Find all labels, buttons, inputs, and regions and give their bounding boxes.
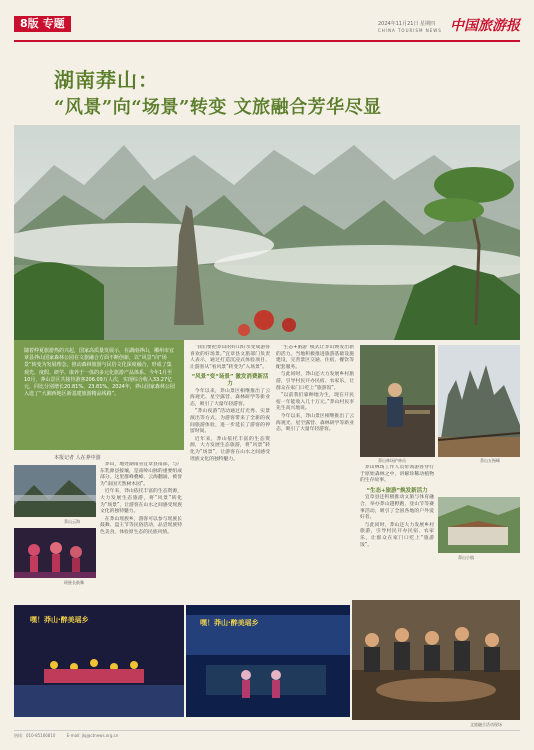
photo-long-drum-dance [14, 528, 96, 578]
photo-sea-of-clouds [14, 465, 96, 517]
stage-banner-1: 嘿！莽山·醉美瑶乡 [30, 616, 89, 624]
subheading: “生态+旅游”焕发新活力 [366, 487, 428, 494]
caption-mangshan-town: 莽山小镇 [458, 555, 474, 560]
article-column-3 [276, 345, 354, 600]
caption-cultural-event: 文旅融合活动现场 [470, 722, 502, 727]
hero-mountain-photo [14, 125, 520, 340]
paragraph: 近年来，莽山依托丰富的生态资源，大力发展生态旅游，将“风景”转化为“场景”，让游客在山水之间感受瑶族文化的独特魅力。 [100, 489, 182, 515]
photo-forest-ranger [360, 345, 435, 457]
section-label: 专题 [42, 17, 65, 30]
intro-summary-box: 随着仲夏旅游热的兴起，国家高质量发展示，在湖南莽山，郴州市宜章县莽山国家森林公园在文旅融合方面不断创新，以“风景”向“场景”转变为发展理念，推动森林旅游与民俗文化深度融合，形成了集观光、度假、研学、康养于一体的多元化旅游产品体系。今年1月至10月，莽山景区共接待游客206.09万人次，实现综合收入33.27亿元，同比分别增长20.81%、23.81%。2024年，莽山国家森林公园入选了“大湘西地区新基建旅游精品线路”。 [14, 340, 184, 450]
paragraph: “以前我们靠种地为生，现在开民宿一年能收入几十万元。”莽山村民李先生高兴地说。 [276, 393, 354, 412]
paragraph: 莽山，地处湖南省宜章县南部，与广东乳源县接壤，是南岭山脉的重要组成部分。这里群峰叠嶂、云海翻涌，被誉为“南国天然树木园”。 [100, 462, 182, 487]
article-column-4 [360, 465, 434, 570]
paragraph: 今年以来，莽山景区相继推出了云海观光、星空露营、森林研学等新业态，吸引了大量年轻游客。 [190, 388, 270, 407]
date-english: CHINA TOURISM NEWS [378, 28, 442, 33]
paragraph: 与此同时，莽山还大力发展乡村旅游，引导村民开办民宿、农家乐，让群众在家门口吃上“旅游饭”。 [276, 372, 354, 391]
paragraph: 宜章县还积极推动文旅与体育融合，举办莽山越野跑、登山节等赛事活动，吸引了全国各地的户外爱好者。 [360, 495, 434, 521]
header-rule [14, 40, 520, 42]
byline: 本报记者 人在莽中游 [54, 455, 101, 461]
paragraph: 与此同时，莽山还大力发展乡村旅游，引导村民开办民宿、农家乐，让群众在家门口吃上“旅游饭”。 [360, 522, 434, 548]
caption-long-drum-dance: 瑶族长鼓舞 [64, 580, 84, 585]
article-column-2 [190, 345, 270, 600]
paragraph: 在莽山瑶族乡，游客可以参与瑶族长鼓舞、盘王节等民俗活动，品尝瑶族特色美食，体验原生态的民族风情。 [100, 516, 182, 535]
paragraph: “莽山夜游”活动通过灯光秀、实景演出等方式，为游客带来了全新的夜间旅游体验，进一步延长了游客的停留时间。 [190, 409, 270, 435]
caption-forest-ranger: 莽山林场护林员 [378, 458, 406, 463]
masthead-logo: 中国旅游报 [450, 18, 520, 34]
page-label: 8版 [20, 17, 39, 30]
subheading: “风景”变“场景” 激发消费新活力 [191, 374, 269, 387]
paragraph: “我们要把莽山的好山好水变成游客喜欢的好场景。”宜章县文旅部门负责人表示，通过打造沉浸式体验项目，让游客从“看风景”转变为“入场景”。 [190, 345, 270, 370]
headline-line1: 湖南莽山： [54, 68, 159, 92]
article-column-1 [100, 462, 182, 590]
page-footer [14, 730, 520, 739]
stage-banner-2: 嘿！莽山·醉美瑶乡 [200, 619, 259, 627]
photo-mangshan-town [438, 497, 520, 553]
paragraph: 近年来，莽山依托丰富的生态资源，大力发展生态旅游，将“风景”转化为“场景”，让游客在山水之间感受瑶族文化的独特魅力。 [190, 436, 270, 462]
caption-sea-of-clouds: 莽山云海 [64, 519, 80, 524]
caption-five-finger-peak: 莽山五指峰 [480, 458, 500, 463]
photo-five-finger-peak [438, 345, 520, 457]
date-text: 2024年11月21日 星期四 [378, 21, 436, 27]
paragraph: 莽山林场工作人员带领游客穿行于原始森林之中，讲解珍稀动植物的生存故事。 [360, 465, 434, 484]
paragraph: “生态+旅游”模式让莽山焕发出新的活力。当地积极推进旅游基础设施建设，完善景区交通、住宿、餐饮等配套服务。 [276, 345, 354, 370]
page-header [14, 14, 520, 38]
footer-email[interactable]: E-mail: jkj@ctnews.org.cn [66, 733, 119, 738]
page-tag [14, 16, 71, 32]
headline-line2: “风景”向“场景”转变 文旅融合芳华尽显 [54, 97, 382, 118]
paragraph: 今年以来，莽山景区相继推出了云海观光、星空露营、森林研学等新业态，吸引了大量年轻游客。 [276, 413, 354, 433]
photo-cultural-event [352, 600, 520, 720]
issue-date [378, 20, 442, 33]
footer-tel: 热线：010-85166810 [14, 733, 56, 738]
